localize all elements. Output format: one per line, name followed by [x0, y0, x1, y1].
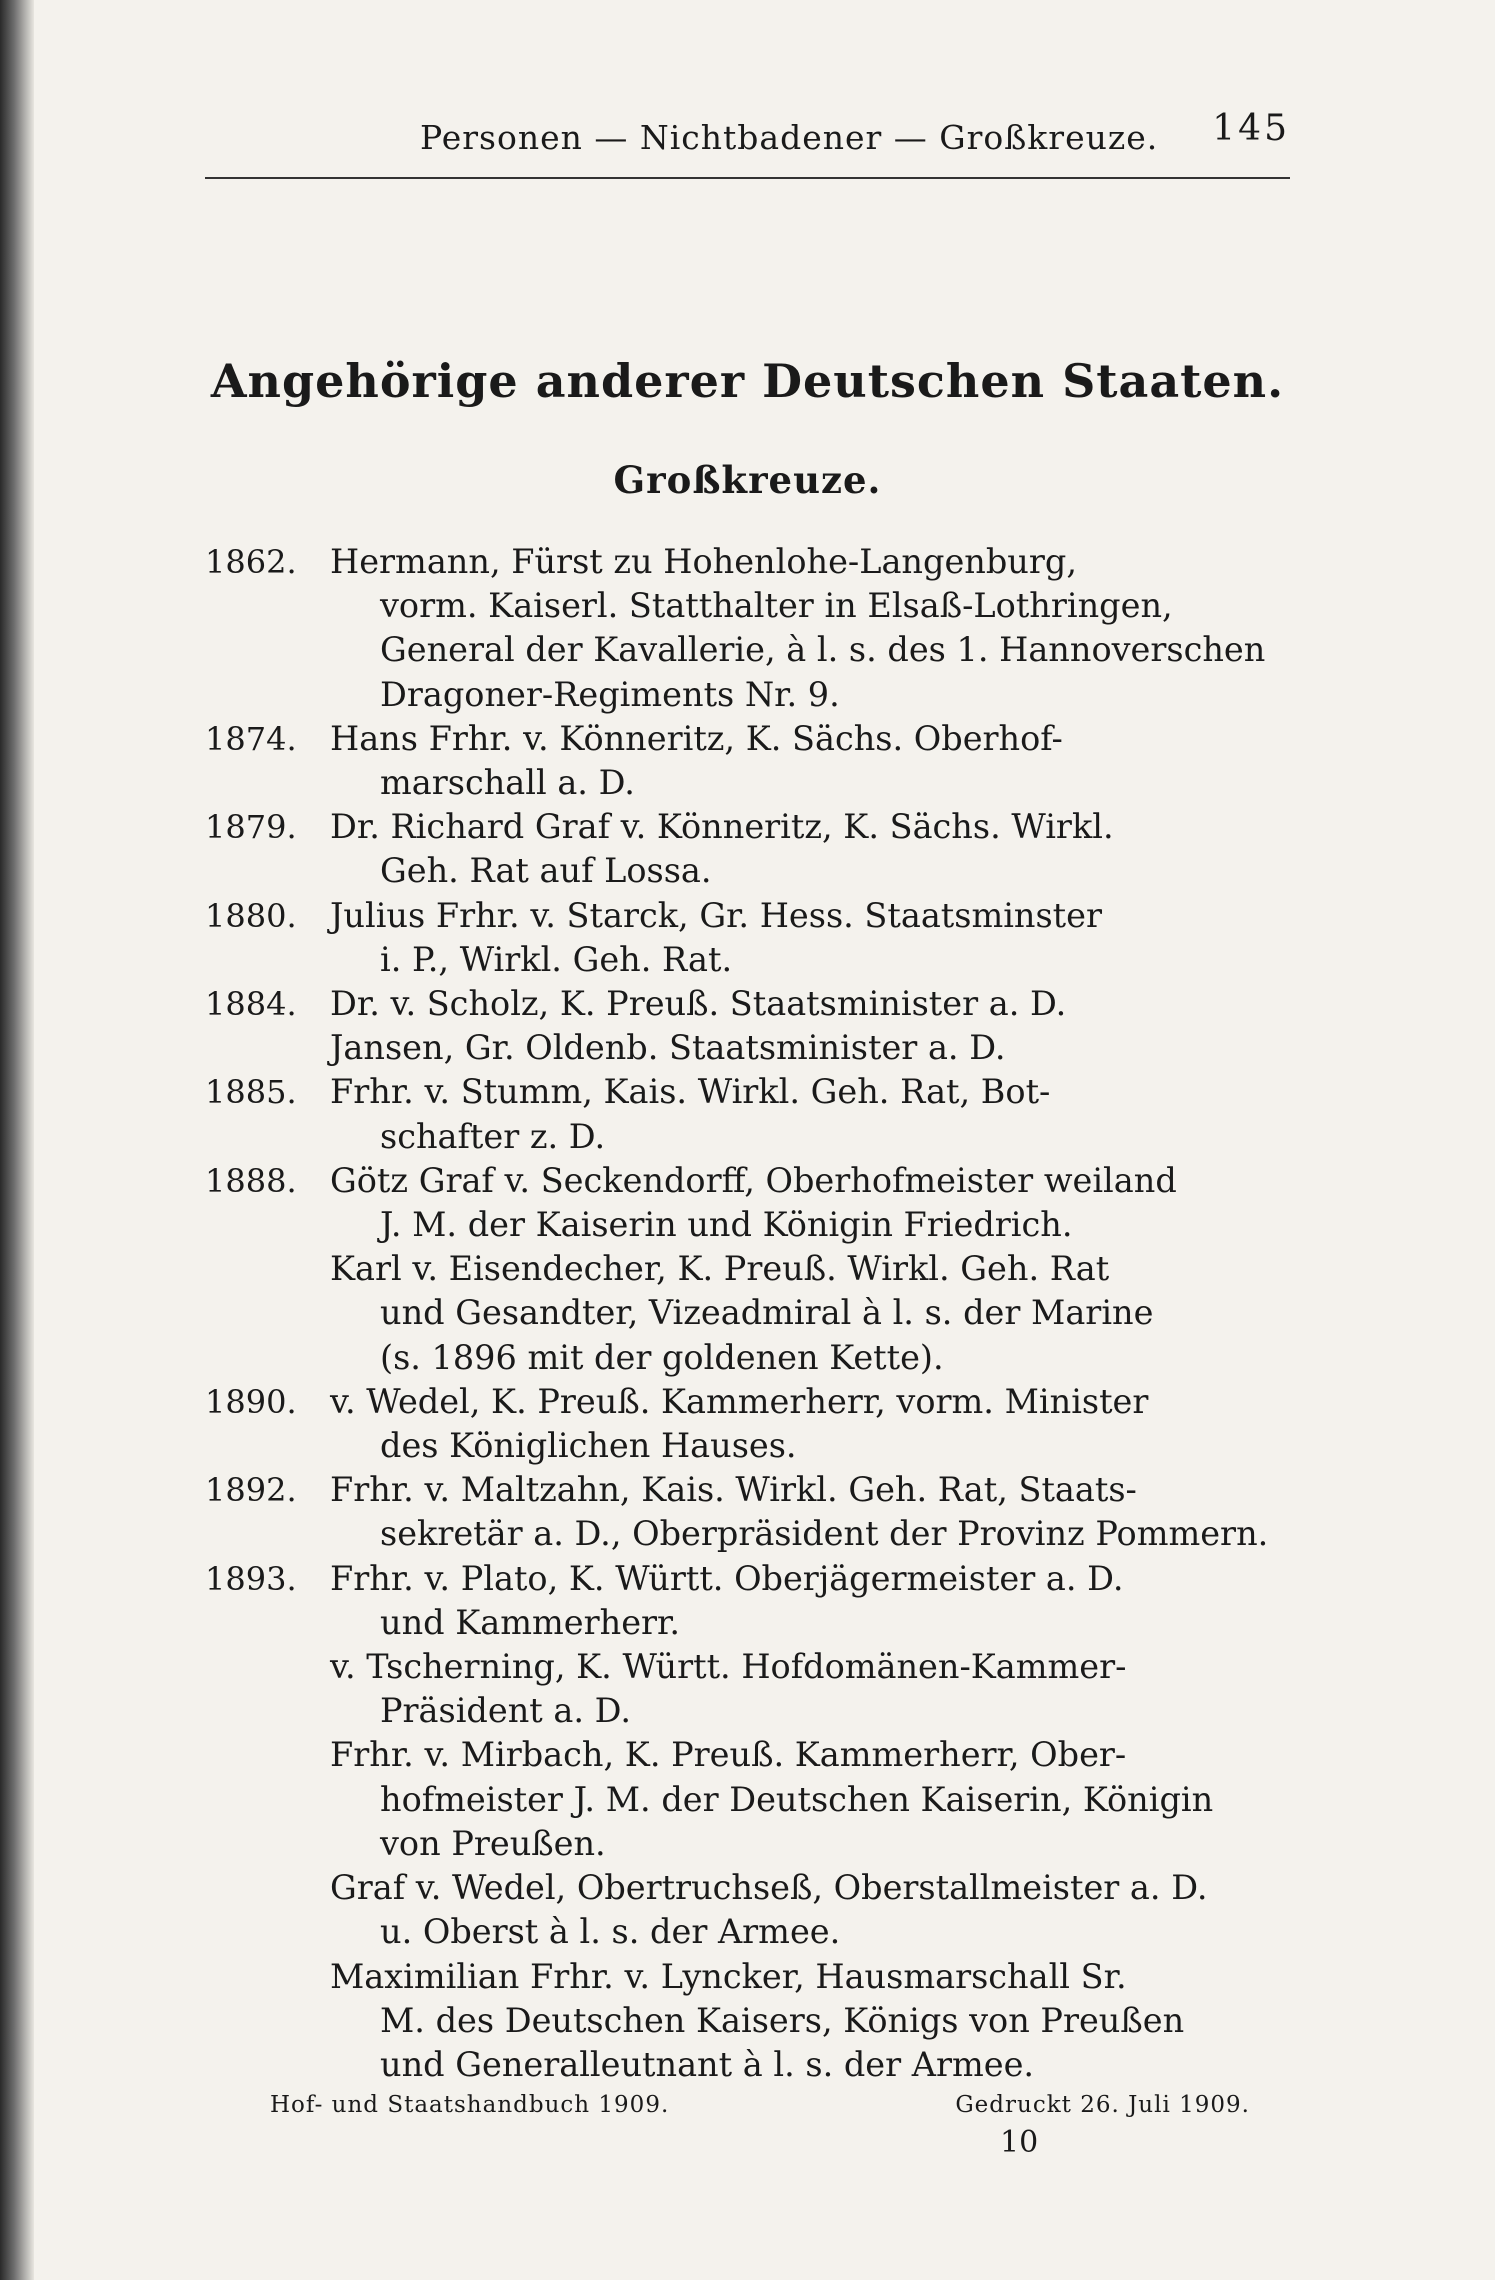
- entry-line: von Preußen.: [380, 1823, 606, 1863]
- list-item: [205, 1557, 1290, 1645]
- entry-line: sekretär a. D., Oberpräsident der Provinz Pommern.: [380, 1514, 1269, 1554]
- entry-line: Hans Frhr. v. Könneritz, K. Sächs. Oberhof-: [330, 718, 1063, 758]
- entry-line: und Kammerherr.: [380, 1602, 681, 1642]
- list-item: [205, 540, 1290, 717]
- list-item: [205, 1159, 1290, 1247]
- entry-year: 1884.: [205, 985, 297, 1024]
- list-item: [205, 717, 1290, 805]
- entry-line: Graf v. Wedel, Obertruchseß, Oberstallmeister a. D.: [330, 1868, 1208, 1908]
- entry-line: Hermann, Fürst zu Hohenlohe-Langenburg,: [330, 542, 1077, 581]
- entry-line: und Gesandter, Vizeadmiral à l. s. der Marine: [380, 1293, 1154, 1333]
- entry-year: 1880.: [205, 896, 297, 935]
- entry-line: des Königlichen Hauses.: [380, 1426, 797, 1466]
- entry-line: Präsident a. D.: [380, 1691, 631, 1731]
- list-item: [205, 982, 1290, 1026]
- header-rule: [205, 177, 1290, 179]
- footer-publication: Hof- und Staatshandbuch 1909.: [270, 2092, 670, 2118]
- entry-line: Dr. Richard Graf v. Könneritz, K. Sächs. Wirkl.: [330, 807, 1114, 847]
- running-head: Personen — Nichtbadener — Großkreuze.: [420, 118, 1159, 157]
- list-item: [205, 894, 1290, 982]
- entry-line: Maximilian Frhr. v. Lyncker, Hausmarschall Sr.: [330, 1956, 1127, 1996]
- entry-line: General der Kavallerie, à l. s. des 1. Hannoverschen: [380, 630, 1266, 670]
- list-item: [205, 1026, 1290, 1070]
- list-item: [205, 1733, 1290, 1866]
- entry-line: Karl v. Eisendecher, K. Preuß. Wirkl. Geh. Rat: [330, 1249, 1110, 1289]
- entry-line: schafter z. D.: [380, 1116, 606, 1156]
- entry-line: v. Tscherning, K. Württ. Hofdomänen-Kammer-: [330, 1647, 1127, 1687]
- entry-line: Frhr. v. Plato, K. Württ. Oberjägermeister a. D.: [330, 1558, 1124, 1598]
- entry-year: 1879.: [205, 808, 297, 847]
- entry-year: 1874.: [205, 719, 297, 758]
- entry-year: 1885.: [205, 1073, 297, 1112]
- page-header: [205, 108, 1290, 168]
- list-item: [205, 1070, 1290, 1158]
- list-item: [205, 1247, 1290, 1380]
- entry-line: Julius Frhr. v. Starck, Gr. Hess. Staatsminster: [330, 895, 1102, 935]
- entry-line: marschall a. D.: [380, 763, 635, 803]
- entry-line: Dr. v. Scholz, K. Preuß. Staatsminister a. D.: [330, 984, 1067, 1024]
- list-item: [205, 1955, 1290, 2088]
- entry-year: 1892.: [205, 1471, 297, 1510]
- entry-line: Frhr. v. Stumm, Kais. Wirkl. Geh. Rat, Bot-: [330, 1072, 1051, 1112]
- list-item: [205, 1645, 1290, 1733]
- entry-line: vorm. Kaiserl. Statthalter in Elsaß-Lothringen,: [380, 586, 1173, 626]
- printer-signature: 10: [1000, 2125, 1039, 2160]
- entry-line: Frhr. v. Maltzahn, Kais. Wirkl. Geh. Rat, Staats-: [330, 1470, 1137, 1510]
- entry-line: J. M. der Kaiserin und Königin Friedrich.: [380, 1205, 1073, 1245]
- list-item: [205, 1380, 1290, 1468]
- page-footer: [270, 2092, 1270, 2132]
- page-number: 145: [1212, 108, 1290, 149]
- entry-line: u. Oberst à l. s. der Armee.: [380, 1912, 841, 1952]
- entry-line: v. Wedel, K. Preuß. Kammerherr, vorm. Minister: [330, 1381, 1149, 1421]
- list-item: [205, 805, 1290, 893]
- entry-list: [205, 540, 1290, 2087]
- entry-line: und Generalleutnant à l. s. der Armee.: [380, 2044, 1035, 2084]
- entry-line: Götz Graf v. Seckendorff, Oberhofmeister weiland: [330, 1160, 1177, 1200]
- entry-line: hofmeister J. M. der Deutschen Kaiserin, Königin: [380, 1779, 1214, 1819]
- entry-line: Frhr. v. Mirbach, K. Preuß. Kammerherr, Ober-: [330, 1735, 1127, 1775]
- entry-line: Geh. Rat auf Lossa.: [380, 851, 712, 891]
- entry-year: 1888.: [205, 1161, 297, 1200]
- footer-print-date: Gedruckt 26. Juli 1909.: [955, 2092, 1250, 2118]
- entry-line: Jansen, Gr. Oldenb. Staatsminister a. D.: [330, 1028, 1006, 1068]
- list-item: [205, 1866, 1290, 1954]
- entry-year: 1893.: [205, 1559, 297, 1598]
- list-item: [205, 1468, 1290, 1556]
- entry-year: 1890.: [205, 1382, 297, 1421]
- entry-line: i. P., Wirkl. Geh. Rat.: [380, 939, 733, 979]
- section-title: Angehörige anderer Deutschen Staaten.: [210, 354, 1285, 408]
- entry-line: Dragoner-Regiments Nr. 9.: [380, 674, 840, 714]
- scan-binding-edge: [0, 0, 34, 2280]
- entry-line: M. des Deutschen Kaisers, Königs von Preußen: [380, 2000, 1185, 2040]
- entry-line: (s. 1896 mit der goldenen Kette).: [380, 1337, 944, 1377]
- subsection-title: Großkreuze.: [613, 458, 882, 502]
- entry-year: 1862.: [205, 543, 297, 581]
